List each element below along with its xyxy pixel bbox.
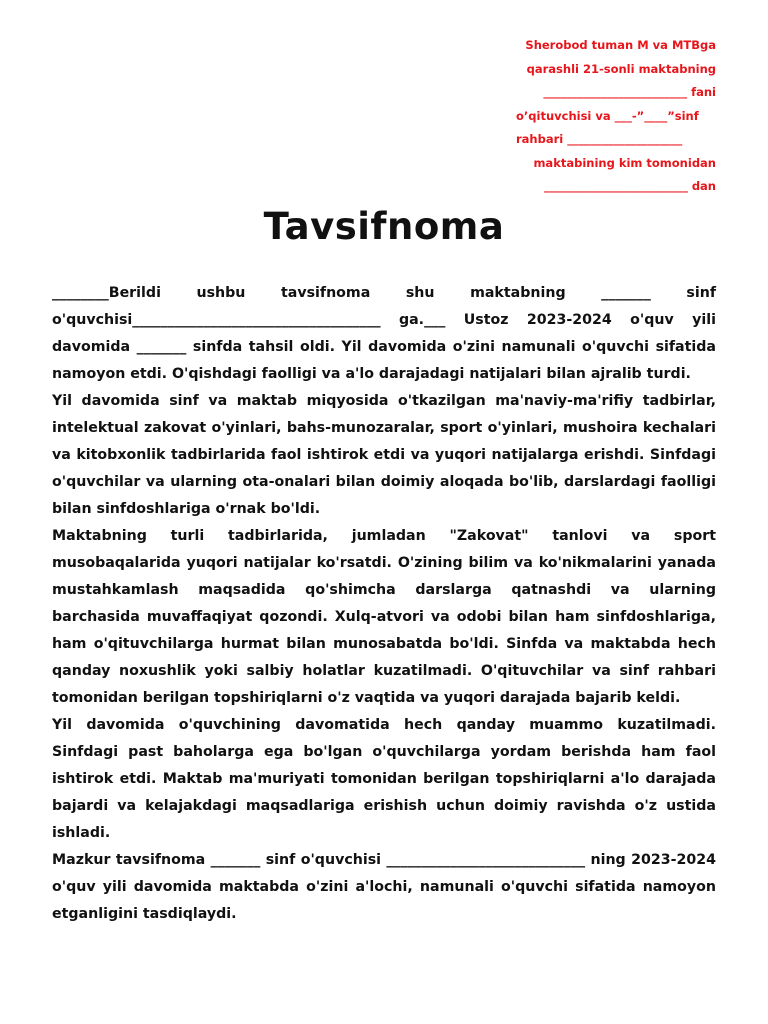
paragraph: Yil davomida sinf va maktab miqyosida o'tkazilgan ma'naviy-ma'rifiy tadbirlar, intelektual zakovat o'yinlari, bahs-munozaralar, sport o'yinlari, mushoira kechalari va kitobxonlik tadbirlarida faol ishtirok etdi va yuqori natijalarga erishdi. Sinfdagi o'quvchilar va ularning ota-onalari bilan doimiy aloqada bo'lib, darslardagi faolligi bilan sinfdoshlariga o'rnak bo'ldi. bbox=[52, 393, 716, 517]
header-line: _________________________ fani bbox=[543, 85, 716, 99]
recipient-header bbox=[516, 34, 716, 199]
paragraph: Maktabning turli tadbirlarida, jumladan "Zakovat" tanlovi va sport musobaqalarida yuqori natijalar ko'rsatdi. O'zining bilim va ko'nikmalarini yanada mustahkamlash maqsadida qo'shimcha darslarga qatnashdi va ularning barchasida muvaffaqiyat qozondi. Xulq-atvori va odobi bilan ham sinfdoshlariga, ham o'qituvchilarga hurmat bilan munosabatda bo'ldi. Sinfda va maktabda hech qanday noxushlik yoki salbiy holatlar kuzatilmadi. O'qituvchilar va sinf rahbari tomonidan berilgan topshiriqlarni o'z vaqtida va yuqori darajada bajarib keldi. bbox=[52, 528, 716, 706]
paragraph: Yil davomida o'quvchining davomatida hech qanday muammo kuzatilmadi. Sinfdagi past baholarga ega bo'lgan o'quvchilarga yordam berishda ham faol ishtirok etdi. Maktab ma'muriyati tomonidan berilgan topshiriqlarni a'lo darajada bajardi va kelajakdagi maqsadlariga erishish uchun doimiy ravishda o'z ustida ishladi. bbox=[52, 717, 716, 841]
paragraph: ________Berildi ushbu tavsifnoma shu maktabning _______ sinf o'quvchisi___________________________________ ga.___ Ustoz 2023-2024 o'quv yili davomida _______ sinfda tahsil oldi. Yil davomida o'zini namunali o'quvchi sifatida namoyon etdi. O'qishdagi faolligi va a'lo darajadagi natijalari bilan ajralib turdi. bbox=[52, 285, 716, 382]
header-line: rahbari ____________________ bbox=[516, 132, 683, 146]
paragraph: Mazkur tavsifnoma _______ sinf o'quvchisi ____________________________ ning 2023-2024 o'quv yili davomida maktabda o'zini a'lochi, namunali o'quvchi sifatida namoyon etganligini tasdiqlaydi. bbox=[52, 852, 716, 922]
header-line: maktabining kim tomonidan bbox=[533, 155, 716, 170]
document-title: Tavsifnoma bbox=[263, 205, 505, 248]
header-line: o’qituvchisi va ___-”____”sinf bbox=[516, 108, 699, 123]
document-body bbox=[52, 280, 716, 928]
header-line: Sherobod tuman M va MTBga bbox=[525, 38, 716, 52]
header-line: qarashli 21-sonli maktabning bbox=[526, 61, 716, 76]
header-line: _________________________ dan bbox=[544, 179, 716, 193]
